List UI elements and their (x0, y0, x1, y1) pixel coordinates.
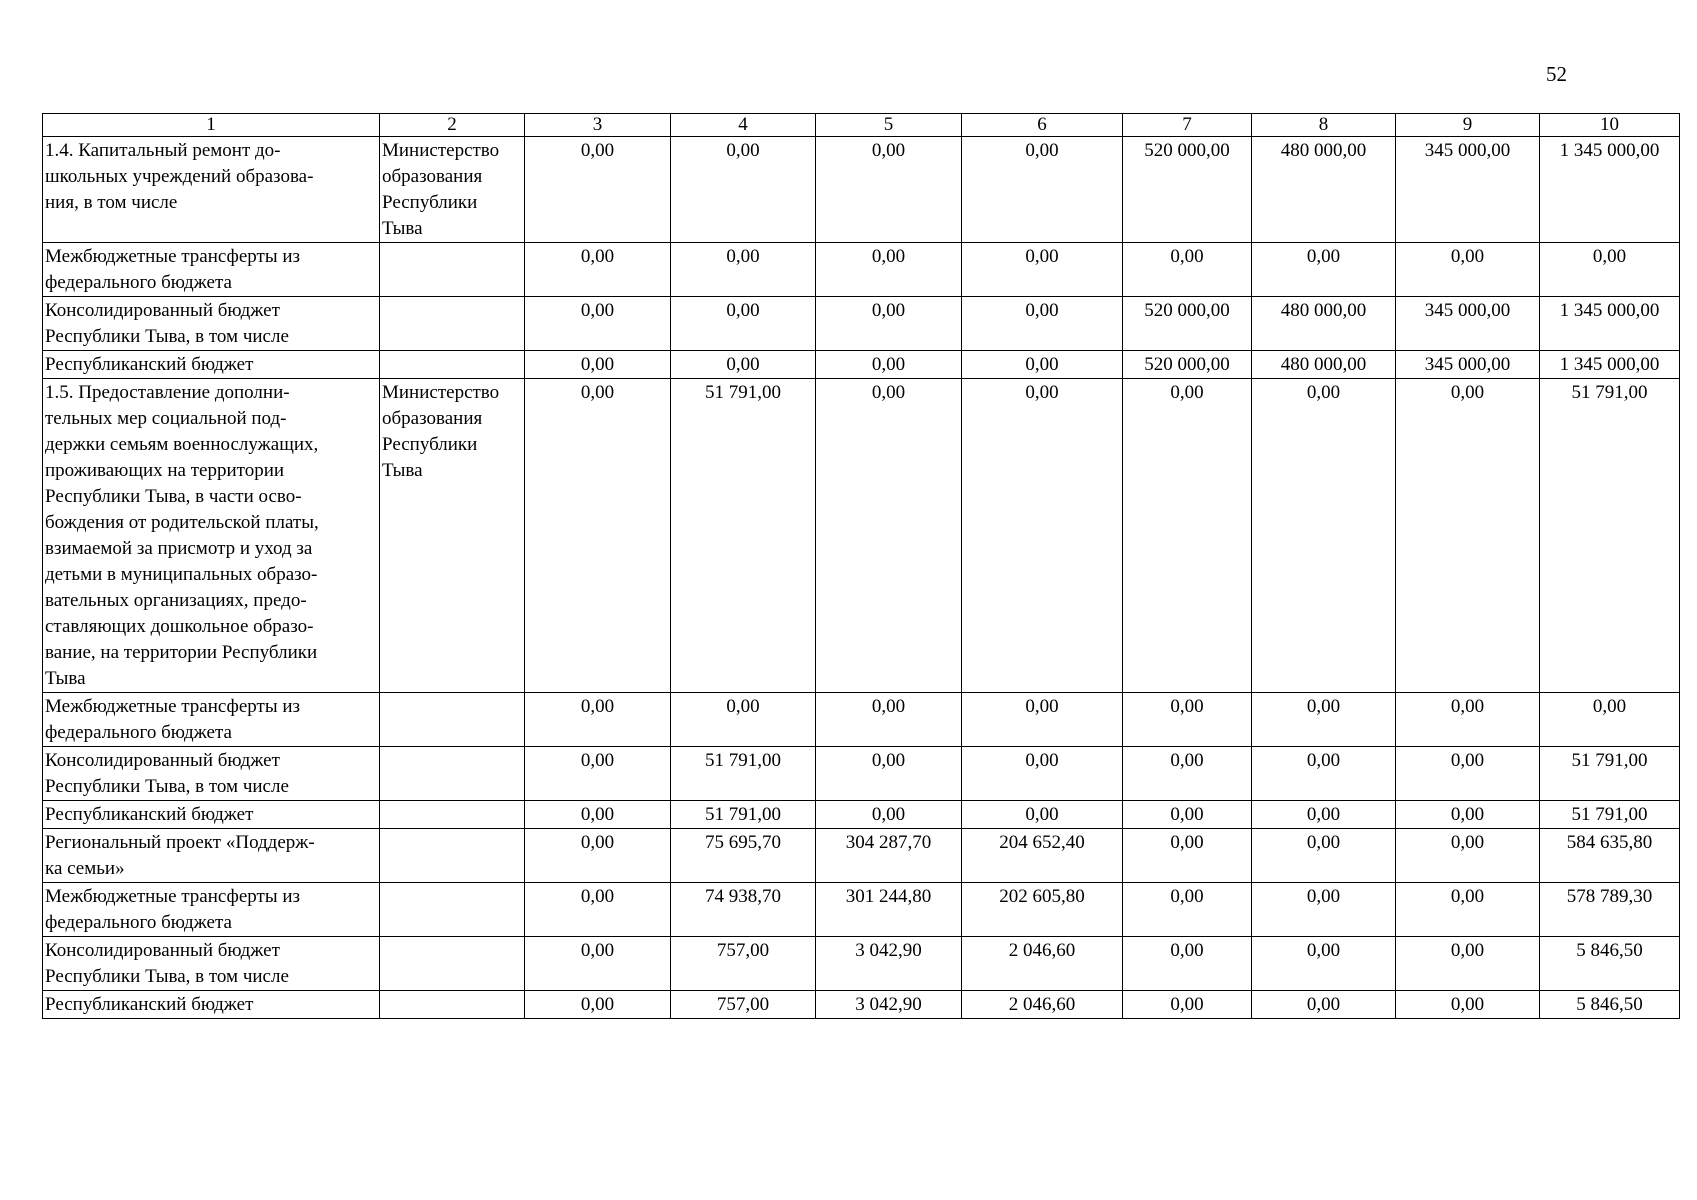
table-row (43, 297, 1680, 351)
value-cell-col-10: 578 789,30 (1540, 883, 1680, 937)
value-cell-col-6: 0,00 (962, 693, 1123, 747)
value-cell-col-6: 0,00 (962, 747, 1123, 801)
value-cell-col-8: 0,00 (1252, 693, 1396, 747)
value-cell-col-4: 0,00 (671, 351, 816, 379)
row-name: Межбюджетные трансферты из федерального бюджета (43, 883, 380, 937)
value-cell-col-7: 520 000,00 (1123, 137, 1252, 243)
value-cell-col-5: 0,00 (816, 351, 962, 379)
value-cell-col-3: 0,00 (525, 991, 671, 1019)
row-responsible-org (380, 801, 525, 829)
value-cell-col-10: 5 846,50 (1540, 991, 1680, 1019)
value-cell-col-3: 0,00 (525, 297, 671, 351)
value-cell-col-6: 0,00 (962, 351, 1123, 379)
value-cell-col-7: 0,00 (1123, 991, 1252, 1019)
row-responsible-org (380, 829, 525, 883)
value-cell-col-3: 0,00 (525, 693, 671, 747)
table-row (43, 801, 1680, 829)
column-number: 3 (525, 114, 671, 137)
value-cell-col-7: 0,00 (1123, 937, 1252, 991)
value-cell-col-6: 0,00 (962, 137, 1123, 243)
value-cell-col-3: 0,00 (525, 747, 671, 801)
row-responsible-org (380, 243, 525, 297)
value-cell-col-8: 0,00 (1252, 801, 1396, 829)
value-cell-col-5: 3 042,90 (816, 937, 962, 991)
table-row (43, 379, 1680, 693)
value-cell-col-7: 0,00 (1123, 243, 1252, 297)
value-cell-col-7: 520 000,00 (1123, 297, 1252, 351)
column-number: 7 (1123, 114, 1252, 137)
value-cell-col-5: 0,00 (816, 379, 962, 693)
value-cell-col-4: 74 938,70 (671, 883, 816, 937)
value-cell-col-6: 2 046,60 (962, 937, 1123, 991)
value-cell-col-7: 0,00 (1123, 379, 1252, 693)
value-cell-col-7: 0,00 (1123, 883, 1252, 937)
column-number: 9 (1396, 114, 1540, 137)
value-cell-col-3: 0,00 (525, 937, 671, 991)
table-row (43, 883, 1680, 937)
budget-table (42, 113, 1680, 1019)
value-cell-col-8: 0,00 (1252, 937, 1396, 991)
value-cell-col-4: 757,00 (671, 991, 816, 1019)
row-name: Республиканский бюджет (43, 991, 380, 1019)
row-responsible-org (380, 693, 525, 747)
value-cell-col-9: 345 000,00 (1396, 297, 1540, 351)
value-cell-col-5: 0,00 (816, 137, 962, 243)
value-cell-col-5: 0,00 (816, 297, 962, 351)
row-responsible-org (380, 747, 525, 801)
row-name: Республиканский бюджет (43, 351, 380, 379)
value-cell-col-9: 0,00 (1396, 829, 1540, 883)
row-responsible-org (380, 937, 525, 991)
value-cell-col-3: 0,00 (525, 137, 671, 243)
value-cell-col-5: 3 042,90 (816, 991, 962, 1019)
value-cell-col-5: 0,00 (816, 747, 962, 801)
table-row (43, 243, 1680, 297)
value-cell-col-4: 0,00 (671, 137, 816, 243)
table-row (43, 137, 1680, 243)
column-number: 10 (1540, 114, 1680, 137)
table-row (43, 829, 1680, 883)
value-cell-col-5: 0,00 (816, 801, 962, 829)
value-cell-col-3: 0,00 (525, 351, 671, 379)
column-number: 6 (962, 114, 1123, 137)
value-cell-col-5: 304 287,70 (816, 829, 962, 883)
value-cell-col-7: 0,00 (1123, 829, 1252, 883)
value-cell-col-4: 0,00 (671, 243, 816, 297)
value-cell-col-10: 1 345 000,00 (1540, 297, 1680, 351)
row-name: Межбюджетные трансферты из федерального бюджета (43, 243, 380, 297)
value-cell-col-6: 0,00 (962, 379, 1123, 693)
value-cell-col-8: 0,00 (1252, 883, 1396, 937)
column-number-row (43, 114, 1680, 137)
row-name: Региональный проект «Поддерж- ка семьи» (43, 829, 380, 883)
value-cell-col-5: 301 244,80 (816, 883, 962, 937)
value-cell-col-8: 0,00 (1252, 243, 1396, 297)
table-row (43, 747, 1680, 801)
column-number: 8 (1252, 114, 1396, 137)
value-cell-col-4: 51 791,00 (671, 747, 816, 801)
value-cell-col-10: 0,00 (1540, 243, 1680, 297)
value-cell-col-5: 0,00 (816, 693, 962, 747)
row-responsible-org (380, 883, 525, 937)
value-cell-col-5: 0,00 (816, 243, 962, 297)
row-name: Республиканский бюджет (43, 801, 380, 829)
table-body (43, 114, 1680, 1019)
page-number: 52 (1546, 62, 1567, 86)
value-cell-col-6: 0,00 (962, 297, 1123, 351)
column-number: 5 (816, 114, 962, 137)
row-responsible-org (380, 297, 525, 351)
value-cell-col-4: 51 791,00 (671, 801, 816, 829)
value-cell-col-8: 0,00 (1252, 379, 1396, 693)
value-cell-col-7: 520 000,00 (1123, 351, 1252, 379)
value-cell-col-7: 0,00 (1123, 801, 1252, 829)
value-cell-col-7: 0,00 (1123, 693, 1252, 747)
value-cell-col-9: 345 000,00 (1396, 137, 1540, 243)
row-name: 1.5. Предоставление дополни- тельных мер социальной под- держки семьям военнослужащих, проживающих на территории Республики Тыва, в части осво- бождения от родительской платы, взимаемой за присмотр и уход за детьми в муниципальных образо- вательных организациях, предо- ставляющих дошкольное образо- вание, на территории Республики Тыва (43, 379, 380, 693)
value-cell-col-3: 0,00 (525, 883, 671, 937)
value-cell-col-8: 0,00 (1252, 829, 1396, 883)
value-cell-col-3: 0,00 (525, 829, 671, 883)
value-cell-col-8: 480 000,00 (1252, 137, 1396, 243)
value-cell-col-10: 51 791,00 (1540, 747, 1680, 801)
table-row (43, 937, 1680, 991)
value-cell-col-9: 0,00 (1396, 883, 1540, 937)
value-cell-col-4: 757,00 (671, 937, 816, 991)
value-cell-col-7: 0,00 (1123, 747, 1252, 801)
value-cell-col-10: 5 846,50 (1540, 937, 1680, 991)
row-responsible-org (380, 351, 525, 379)
row-responsible-org: Министерство образования Республики Тыва (380, 137, 525, 243)
value-cell-col-4: 0,00 (671, 693, 816, 747)
value-cell-col-9: 0,00 (1396, 379, 1540, 693)
value-cell-col-3: 0,00 (525, 379, 671, 693)
value-cell-col-9: 0,00 (1396, 243, 1540, 297)
value-cell-col-6: 0,00 (962, 801, 1123, 829)
value-cell-col-9: 0,00 (1396, 747, 1540, 801)
value-cell-col-6: 204 652,40 (962, 829, 1123, 883)
value-cell-col-8: 0,00 (1252, 991, 1396, 1019)
value-cell-col-4: 75 695,70 (671, 829, 816, 883)
value-cell-col-3: 0,00 (525, 243, 671, 297)
value-cell-col-9: 0,00 (1396, 693, 1540, 747)
table-row (43, 991, 1680, 1019)
column-number: 1 (43, 114, 380, 137)
value-cell-col-9: 0,00 (1396, 937, 1540, 991)
value-cell-col-9: 0,00 (1396, 801, 1540, 829)
row-responsible-org: Министерство образования Республики Тыва (380, 379, 525, 693)
value-cell-col-4: 0,00 (671, 297, 816, 351)
value-cell-col-6: 202 605,80 (962, 883, 1123, 937)
row-name: Консолидированный бюджет Республики Тыва, в том числе (43, 297, 380, 351)
value-cell-col-8: 480 000,00 (1252, 297, 1396, 351)
value-cell-col-10: 584 635,80 (1540, 829, 1680, 883)
table-row (43, 351, 1680, 379)
column-number: 2 (380, 114, 525, 137)
value-cell-col-8: 480 000,00 (1252, 351, 1396, 379)
value-cell-col-10: 51 791,00 (1540, 379, 1680, 693)
value-cell-col-10: 1 345 000,00 (1540, 351, 1680, 379)
value-cell-col-3: 0,00 (525, 801, 671, 829)
value-cell-col-9: 0,00 (1396, 991, 1540, 1019)
table-row (43, 693, 1680, 747)
row-name: Консолидированный бюджет Республики Тыва, в том числе (43, 747, 380, 801)
value-cell-col-10: 1 345 000,00 (1540, 137, 1680, 243)
value-cell-col-8: 0,00 (1252, 747, 1396, 801)
value-cell-col-6: 2 046,60 (962, 991, 1123, 1019)
column-number: 4 (671, 114, 816, 137)
value-cell-col-10: 51 791,00 (1540, 801, 1680, 829)
value-cell-col-6: 0,00 (962, 243, 1123, 297)
row-name: Межбюджетные трансферты из федерального бюджета (43, 693, 380, 747)
value-cell-col-9: 345 000,00 (1396, 351, 1540, 379)
row-name: 1.4. Капитальный ремонт до- школьных учреждений образова- ния, в том числе (43, 137, 380, 243)
row-name: Консолидированный бюджет Республики Тыва, в том числе (43, 937, 380, 991)
row-responsible-org (380, 991, 525, 1019)
value-cell-col-4: 51 791,00 (671, 379, 816, 693)
value-cell-col-10: 0,00 (1540, 693, 1680, 747)
